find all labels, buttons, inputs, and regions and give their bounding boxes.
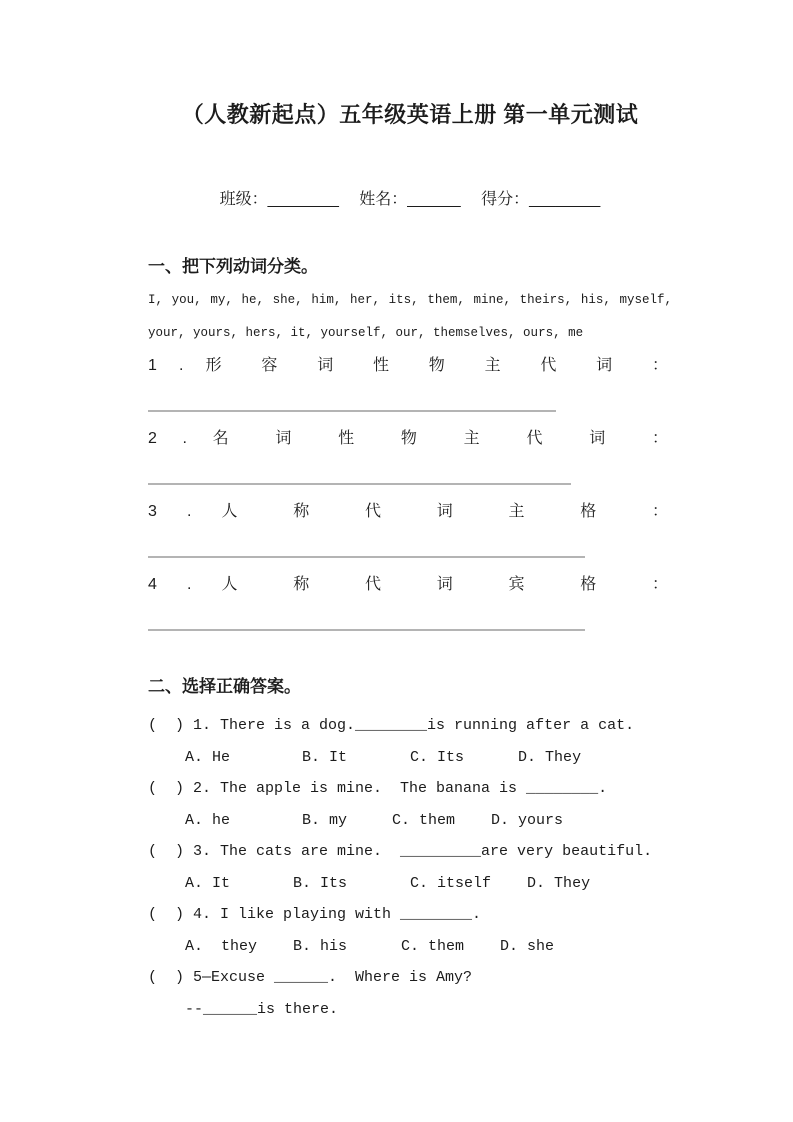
question-1-options: A. He B. It C. Its D. They [185,749,582,766]
question-4-options: A. they B. his C. them D. she [185,938,555,955]
classify-item-3-answer-line [148,556,585,558]
question-2-options: A. he B. my C. them D. yours [185,812,564,829]
classify-item-4-label: 4 . 人 称 代 词 宾 格 ： [148,576,668,593]
classify-item-1-answer-line [148,410,556,412]
question-3-stem: ( ) 3. The cats are mine. _________are very beautiful. [148,843,653,860]
classify-item-2-label: 2 . 名 词 性 物 主 代 词 ： [148,430,668,447]
page-title: （人教新起点）五年级英语上册 第一单元测试 [181,102,639,127]
classify-item-3-label: 3 . 人 称 代 词 主 格 ： [148,503,668,520]
classify-item-4-answer-line [148,629,585,631]
classify-item-1-label: 1 . 形 容 词 性 物 主 代 词 ： [148,357,668,374]
section1-heading: 一、把下列动词分类。 [148,257,318,276]
section2-heading: 二、选择正确答案。 [148,677,301,696]
question-5-stem: ( ) 5—Excuse ______. Where is Amy? [148,969,473,986]
question-5-response-line: --______is there. [185,1001,339,1018]
student-info-line: 班级：________ 姓名：______ 得分：________ [219,191,601,208]
word-list-line-1: I, you, my, he, she, him, her, its, them, mine, theirs, his, myself, [148,293,672,307]
question-1-stem: ( ) 1. There is a dog.________is running after a cat. [148,717,635,734]
question-2-stem: ( ) 2. The apple is mine. The banana is ________. [148,780,608,797]
question-4-stem: ( ) 4. I like playing with ________. [148,906,482,923]
question-3-options: A. It B. Its C. itself D. They [185,875,591,892]
word-list-line-2: your, yours, hers, it, yourself, our, themselves, ours, me [148,326,584,340]
classify-item-2-answer-line [148,483,571,485]
